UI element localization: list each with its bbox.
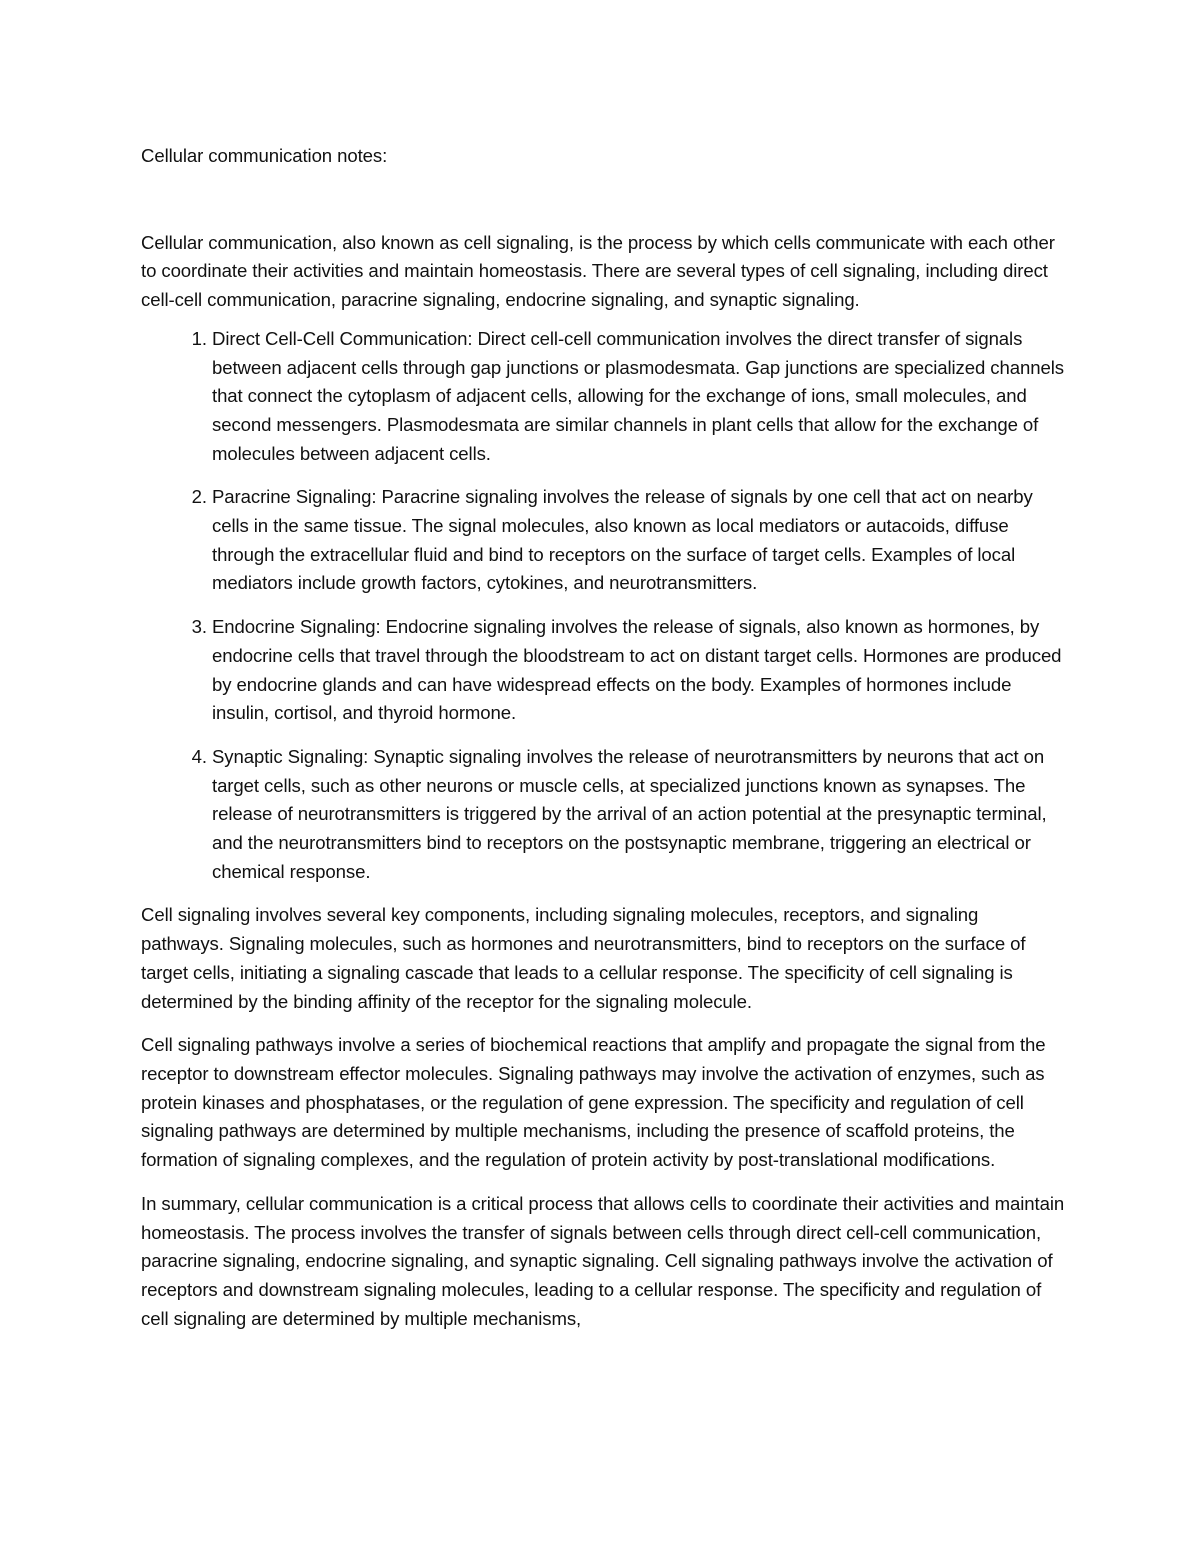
body-paragraph-components: Cell signaling involves several key components, including signaling molecules, receptors, and signaling pathways. Signaling molecules, such as hormones and neurotransmitters, bind to receptors on the surface of target cells, initiating a signaling cascade that leads to a cellular response. The specificity of cell signaling is determined by the binding affinity of the receptor for the signaling molecule. [141,904,1026,1012]
signaling-types-list [141,325,1066,887]
body-paragraph-summary: In summary, cellular communication is a critical process that allows cells to coordinate their activities and maintain homeostasis. The process involves the transfer of signals between cells through direct cell-cell communication, paracrine signaling, endocrine signaling, and synaptic signaling. Cell signaling pathways involve the activation of receptors and downstream signaling molecules, leading to a cellular response. The specificity and regulation of cell signaling are determined by multiple mechanisms, [141,1192,1065,1329]
list-item [212,743,1066,887]
list-item [212,613,1066,728]
list-item-text: Direct Cell-Cell Communication: Direct cell-cell communication involves the direct transfer of signals between adjacent cells through gap junctions or plasmodesmata. Gap junctions are specialized channels that connect the cytoplasm of adjacent cells, allowing for the exchange of ions, small molecules, and second messengers. Plasmodesmata are similar channels in plant cells that allow for the exchange of molecules between adjacent cells. [212,327,1064,464]
list-item-text: Synaptic Signaling: Synaptic signaling involves the release of neurotransmitters by neurons that act on target cells, such as other neurons or muscle cells, at specialized junctions known as synapses. The release of neurotransmitters is triggered by the arrival of an action potential at the presynaptic terminal, and the neurotransmitters bind to receptors on the postsynaptic membrane, triggering an electrical or chemical response. [212,745,1047,882]
body-paragraph-pathways: Cell signaling pathways involve a series of biochemical reactions that amplify and propagate the signal from the receptor to downstream effector molecules. Signaling pathways may involve the activation of enzymes, such as protein kinases and phosphatases, or the regulation of gene expression. The specificity and regulation of cell signaling pathways are determined by multiple mechanisms, including the presence of scaffold proteins, the formation of signaling complexes, and the regulation of protein activity by post-translational modifications. [141,1034,1046,1171]
list-item [212,325,1066,469]
list-item-text: Paracrine Signaling: Paracrine signaling involves the release of signals by one cell that act on nearby cells in the same tissue. The signal molecules, also known as local mediators or autacoids, diffuse through the extracellular fluid and bind to receptors on the surface of target cells. Examples of local mediators include growth factors, cytokines, and neurotransmitters. [212,486,1033,594]
list-item [212,483,1066,598]
intro-paragraph: Cellular communication, also known as cell signaling, is the process by which cells communicate with each other to coordinate their activities and maintain homeostasis. There are several types of cell signaling, including direct cell-cell communication, paracrine signaling, endocrine signaling, and synaptic signaling. [141,231,1055,311]
document-body [141,142,1066,1348]
list-item-text: Endocrine Signaling: Endocrine signaling involves the release of signals, also known as hormones, by endocrine cells that travel through the bloodstream to act on distant target cells. Hormones are produced by endocrine glands and can have widespread effects on the body. Examples of hormones include insulin, cortisol, and thyroid hormone. [212,616,1062,724]
document-title: Cellular communication notes: [141,145,388,166]
